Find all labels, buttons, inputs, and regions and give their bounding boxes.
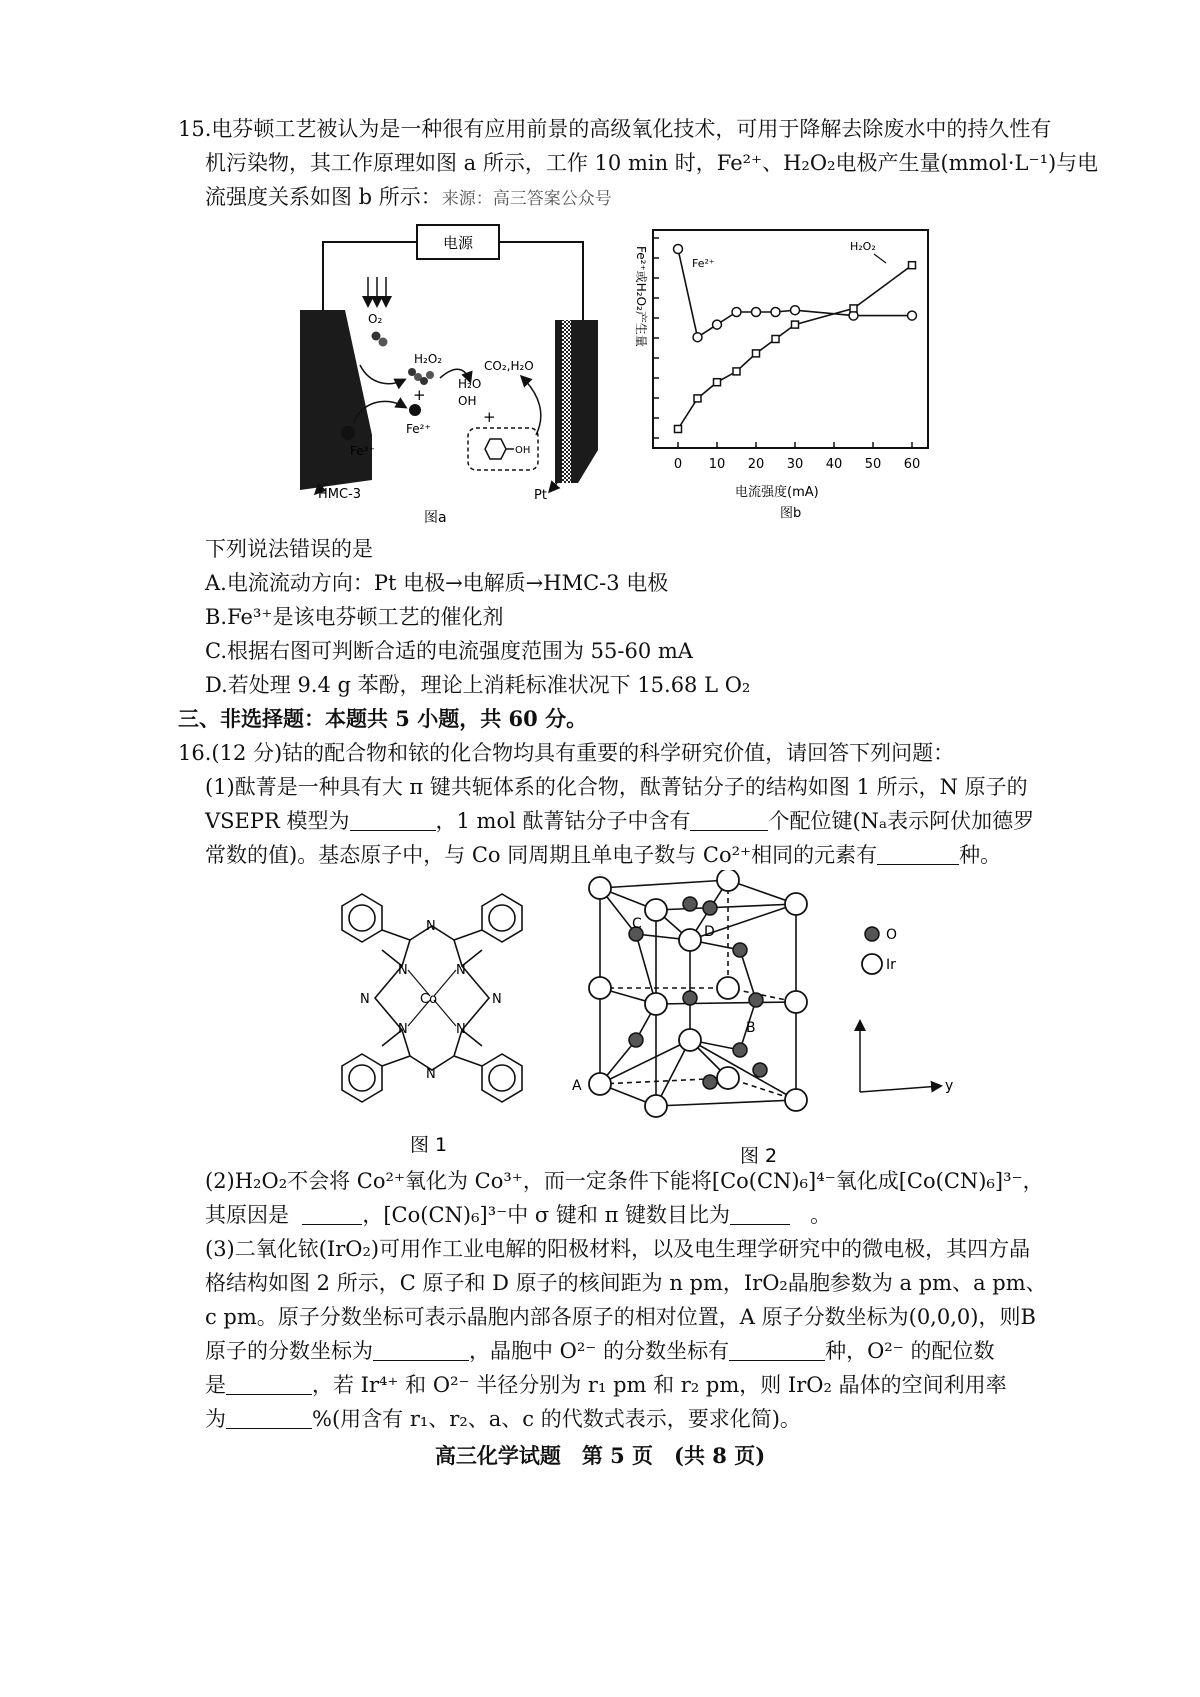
o2-label: O₂: [368, 312, 383, 326]
h2o2-data-point: [675, 426, 682, 433]
h2o2-data-point: [909, 262, 916, 269]
co2-h2o-label: CO₂,H₂O: [484, 359, 534, 373]
q16-p3-line-3: c pm。原子分数坐标可表示晶胞内部各原子的相对位置，A 原子分数坐标为(0,0,0)，则B: [205, 1305, 1036, 1329]
x-tick-label: 20: [747, 457, 765, 472]
q15-option-d[interactable]: D.若处理 9.4 g 苯酚，理论上消耗标准状况下 15.68 L O₂: [205, 673, 751, 697]
x-tick-label: 60: [903, 457, 921, 472]
q16-p1-text-2: ，1 mol 酞菁钴分子中含有: [435, 809, 691, 833]
q16-p3-text-1: 原子的分数坐标为: [205, 1339, 373, 1363]
q15-prompt: 下列说法错误的是: [205, 537, 373, 561]
series-line-h2o2: [678, 265, 912, 429]
h2o2-data-point: [694, 395, 701, 402]
figure-1: [320, 878, 550, 1158]
legend-o-label: O: [886, 927, 898, 943]
chart-caption: 图b: [780, 506, 802, 521]
chart-x-axis-label: 电流强度(mA): [735, 485, 819, 500]
pt-label: Pt: [534, 488, 547, 503]
q15-line-3-text: 流强度关系如图 b 所示：: [205, 185, 442, 209]
q16-p3-line-5: [205, 1368, 1007, 1402]
q16-p1-line-1: (1)酞菁是一种具有大 π 键共轭体系的化合物，酞菁钴分子的结构如图 1 所示，N 原子的: [205, 775, 1028, 799]
fe2-data-point: [908, 311, 917, 320]
phenol-oh-label: OH: [515, 445, 531, 456]
n-label-right: N: [492, 992, 502, 1007]
x-tick-label: 40: [825, 457, 843, 472]
section-heading: 三、非选择题：本题共 5 小题，共 60 分。: [178, 706, 588, 731]
plus-sign-1: +: [413, 386, 426, 404]
hmc3-label: HMC-3: [318, 487, 362, 502]
q16-p1-line-2: [205, 804, 1034, 838]
q16-p3-text-4: 是: [205, 1373, 226, 1397]
q15-line-1: 15.电芬顿工艺被认为是一种很有应用前景的高级氧化技术，可用于降解去除废水中的持久性有: [178, 117, 1052, 141]
figure-2-caption: 图 2: [740, 1145, 778, 1167]
h2o2-label: H₂O₂: [414, 352, 443, 366]
h2o2-data-point: [850, 305, 857, 312]
oh-label: OH: [458, 394, 477, 408]
q16-p2-text-1: 其原因是: [205, 1203, 289, 1227]
q16-p3-text-3: 种，O²⁻ 的配位数: [825, 1339, 995, 1363]
q16-p1-text-4: 常数的值)。基态原子中，与 Co 同周期且单电子数与 Co²⁺相同的元素有: [205, 843, 878, 867]
answer-blank-reason[interactable]: [302, 1202, 362, 1225]
q16-p3-line-1: (3)二氧化铱(IrO₂)可用作工业电解的阳极材料，以及电生理学研究中的微电极，其四方晶: [205, 1237, 1031, 1261]
q16-p1-text-3: 个配位键(Nₐ表示阿伏加德罗: [768, 809, 1035, 833]
legend-ir-label: Ir: [886, 957, 896, 973]
fe2-data-point: [693, 333, 702, 342]
q16-p2-text-2: ，[Co(CN)₆]³⁻中 σ 键和 π 键数目比为: [362, 1203, 731, 1227]
n-label-bottom: N: [426, 1067, 436, 1082]
q16-p1-line-3: [205, 838, 1001, 872]
answer-blank-ratio[interactable]: [730, 1202, 790, 1225]
hmc3-electrode: [300, 310, 372, 490]
fe2-data-point: [732, 308, 741, 317]
answer-blank-b-coord[interactable]: [373, 1338, 469, 1361]
q16-p1-text-5: 种。: [959, 843, 1002, 867]
h2o2-data-point: [714, 379, 721, 386]
atom-label-a: A: [572, 1078, 582, 1094]
answer-blank-bonds[interactable]: [690, 808, 768, 831]
legend-fe2: Fe²⁺: [692, 257, 715, 270]
power-supply-label: 电源: [442, 234, 474, 252]
atom-label-b: B: [746, 1020, 756, 1036]
q16-intro: 16.(12 分)钴的配合物和铱的化合物均具有重要的科学研究价值，请回答下列问题：: [178, 741, 955, 765]
figure-b-chart: [632, 222, 942, 527]
answer-blank-elements[interactable]: [877, 842, 959, 865]
h2o2-data-point: [792, 321, 799, 328]
q16-p3-line-6: [205, 1402, 801, 1436]
q15-option-a[interactable]: A.电流流动方向：Pt 电极→电解质→HMC-3 电极: [205, 571, 669, 595]
x-tick-label: 10: [708, 457, 726, 472]
q16-p2-line-2: [205, 1198, 831, 1232]
n-label-top: N: [426, 919, 436, 934]
figure-1-caption: 图 1: [410, 1134, 448, 1156]
q16-p3-text-2: ，晶胞中 O²⁻ 的分数坐标有: [469, 1339, 730, 1363]
q16-p3-text-6: 为: [205, 1407, 226, 1431]
fe2-label: Fe²⁺: [406, 422, 431, 436]
legend-h2o2: H₂O₂: [850, 240, 876, 253]
fe2-data-point: [713, 320, 722, 329]
figure-2: [560, 870, 970, 1170]
watermark-text: 来源：高三答案公众号: [441, 189, 612, 209]
atom-label-c: C: [632, 916, 642, 932]
q16-p2-text-3: 。: [810, 1203, 832, 1227]
q15-line-2: 机污染物，其工作原理如图 a 所示，工作 10 min 时，Fe²⁺、H₂O₂电极产生量(mmol·L⁻¹)与电: [205, 151, 1099, 175]
fe2-data-point: [674, 245, 683, 254]
n-label-inner-tr: N: [456, 963, 466, 978]
x-tick-label: 0: [673, 457, 683, 472]
x-tick-label: 30: [786, 457, 804, 472]
q15-option-c[interactable]: C.根据右图可判断合适的电流强度范围为 55-60 mA: [205, 639, 693, 663]
fe2-data-point: [791, 306, 800, 315]
answer-blank-space-utilization[interactable]: [226, 1406, 312, 1429]
n-label-inner-tl: N: [398, 963, 408, 978]
answer-blank-coordination[interactable]: [226, 1372, 312, 1395]
answer-blank-vsepr[interactable]: [350, 808, 436, 831]
q15-option-b[interactable]: B.Fe³⁺是该电芬顿工艺的催化剂: [205, 605, 504, 629]
axis-y-label: y: [945, 1078, 954, 1094]
pt-electrode: [555, 320, 598, 483]
n-label-inner-bl: N: [398, 1022, 408, 1037]
figure-a-caption: 图a: [424, 510, 447, 526]
h2o2-data-point: [753, 350, 760, 357]
h2o-label: H₂O: [458, 377, 482, 391]
fe2-data-point: [771, 308, 780, 317]
q15-line-3: [205, 180, 612, 216]
q16-p3-text-5: ，若 Ir⁴⁺ 和 O²⁻ 半径分别为 r₁ pm 和 r₂ pm，则 IrO₂ 晶体的空间利用率: [312, 1373, 1007, 1397]
fe2-data-point: [752, 308, 761, 317]
h2o2-data-point: [772, 336, 779, 343]
page-footer: 高三化学试题 第 5 页 (共 8 页): [434, 1443, 766, 1468]
fe3-label: Fe³⁺: [350, 444, 375, 458]
plus-sign-2: +: [483, 408, 496, 426]
atom-label-d: D: [704, 924, 715, 940]
h2o2-data-point: [733, 368, 740, 375]
chart-y-axis-label: Fe²⁺或H₂O₂产生量: [634, 246, 648, 347]
q16-p1-text-1: VSEPR 模型为: [205, 809, 350, 833]
n-label-inner-br: N: [456, 1022, 466, 1037]
x-tick-label: 50: [864, 457, 882, 472]
q16-p3-line-4: [205, 1334, 994, 1368]
answer-blank-o-count[interactable]: [729, 1338, 825, 1361]
q16-p3-text-7: %(用含有 r₁、r₂、a、c 的代数式表示，要求化简)。: [312, 1407, 801, 1431]
figure-a: [290, 215, 630, 535]
q16-p3-line-2: 格结构如图 2 所示，C 原子和 D 原子的核间距为 n pm，IrO₂晶胞参数为 a pm、a pm、: [205, 1271, 1047, 1295]
q16-p2-line-1: (2)H₂O₂不会将 Co²⁺氧化为 Co³⁺，而一定条件下能将[Co(CN)₆]⁴⁻氧化成[Co(CN)₆]³⁻，: [205, 1169, 1044, 1193]
co-label: Co: [420, 992, 438, 1007]
n-label-left: N: [360, 992, 370, 1007]
